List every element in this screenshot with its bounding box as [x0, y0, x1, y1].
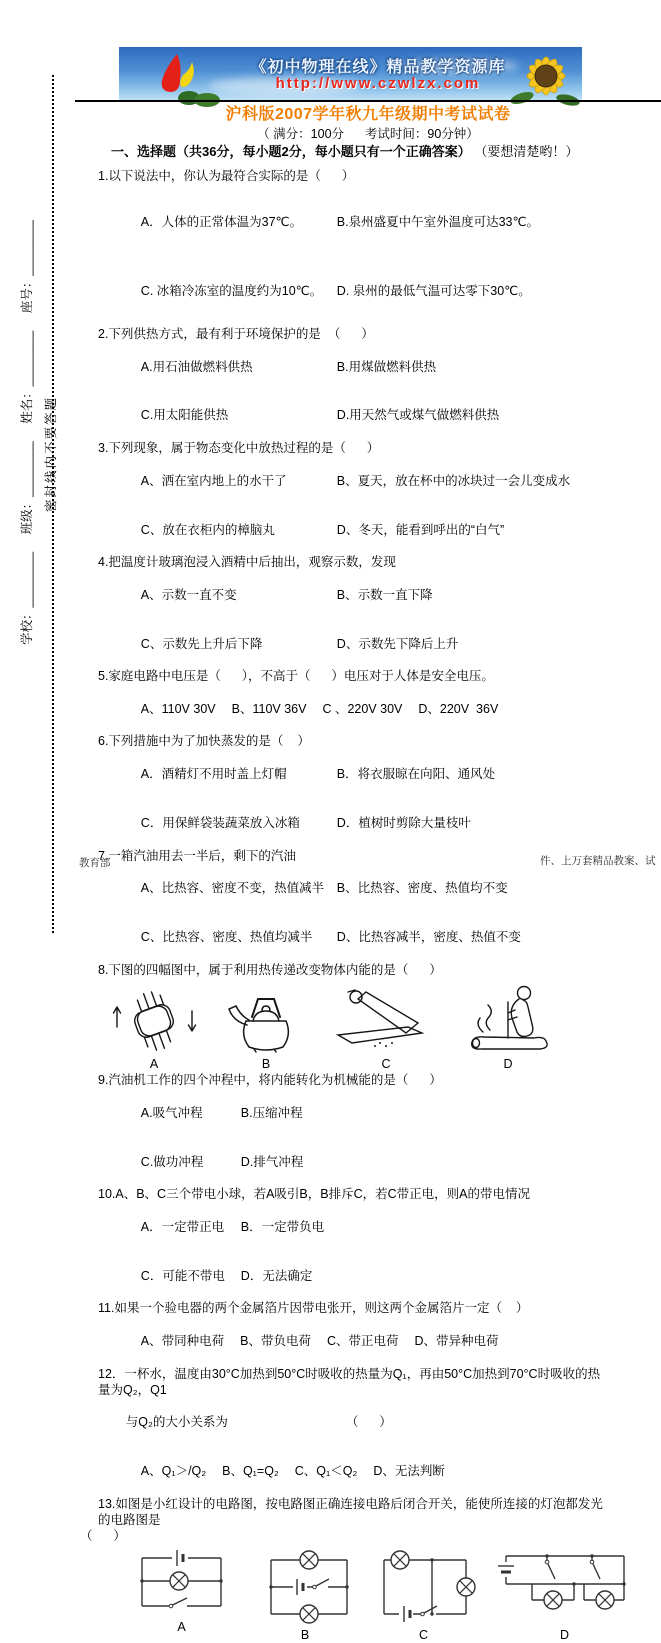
sunflower-icon [504, 46, 586, 106]
circuit-a-diagram [124, 1548, 239, 1618]
option: D、示数先下降后上升 [336, 636, 459, 651]
q13-circuit-d [492, 1548, 637, 1643]
rubbing-hands-figure [104, 983, 204, 1055]
option: B、带负电荷 [240, 1333, 311, 1348]
circuit-c-diagram [371, 1548, 476, 1626]
question-stem: 13.如图是小红设计的电路图，按电路图正确连接电路后闭合开关，能使所连接的灯泡都发光的电路图是 [98, 1496, 603, 1528]
option-row [98, 570, 603, 619]
option-row [98, 188, 603, 257]
site-url-link[interactable]: http://www.czwlzx.com [275, 75, 481, 92]
option-row [98, 1203, 603, 1252]
option: D、比热容减半，密度、热值不变 [336, 929, 521, 944]
option: C、示数先上升后下降 [140, 636, 263, 651]
question-stem: 3.下列现象，属于物态变化中放热过程的是（ ） [98, 441, 380, 456]
option-row [98, 1317, 603, 1366]
boiling-kettle-figure [216, 983, 316, 1055]
option: C. 冰箱冷冻室的温度约为10℃。 [140, 284, 323, 298]
option-row [98, 505, 603, 554]
answer-parens: （ ） [345, 1415, 392, 1430]
right-watermark: 件、上万套精品教案、试 [540, 855, 656, 867]
option: D、220V 36V [418, 701, 499, 716]
school-field: 学校：________ [20, 551, 34, 645]
question-stem: 8.下图的四幅图中，属于利用热传递改变物体内能的是（ ） [98, 962, 442, 977]
option: C．可能不带电 [140, 1268, 225, 1283]
figure-label: A [149, 1056, 159, 1071]
option-row [98, 456, 603, 505]
circuit-d-diagram [492, 1548, 637, 1626]
option: A.用石油做燃料供热 [140, 359, 253, 374]
option: A、Q₁＞/Q₂ [140, 1464, 207, 1479]
section-heading-row [75, 143, 661, 161]
figure-label: B [300, 1627, 310, 1642]
option: A．一定带正电 [140, 1219, 225, 1234]
option: A、带同种电荷 [140, 1333, 225, 1348]
stem-text: 与Q₂的大小关系为 [125, 1415, 228, 1430]
option: D．植树时剪除大量枝叶 [336, 815, 471, 830]
option: C.做功冲程 [140, 1154, 204, 1169]
option: B、比热容、密度、热值均不变 [336, 881, 508, 896]
q13-circuit-c [371, 1548, 476, 1643]
score-time-subtitle: （ 满分：100分 考试时间：90分钟） [257, 127, 479, 141]
option-row [98, 799, 603, 848]
option: B．将衣服晾在向阳、通风处 [336, 767, 496, 782]
option-row [98, 685, 603, 734]
name-field: 姓名：________ [20, 330, 34, 424]
fire-drilling-figure [456, 980, 560, 1055]
question-stem: 1.以下说法中，你认为最符合实际的是（ ） [98, 169, 355, 183]
option-row [98, 1251, 603, 1300]
figure-label: B [261, 1056, 271, 1071]
option-row [98, 913, 603, 962]
section-note: （要想清楚哟！） [474, 144, 579, 159]
question-stem: 11.如果一个验电器的两个金属箔片因带电张开，则这两个金属箔片一定（ ） [98, 1301, 529, 1316]
option: D、冬天，能看到呼出的“白气” [336, 522, 505, 537]
option: B、示数一直下降 [336, 587, 433, 602]
option: B、110V 36V [231, 701, 307, 716]
option: C、Q₁＜Q₂ [294, 1464, 358, 1479]
figure-label: D [503, 1056, 513, 1071]
question-6 [98, 733, 603, 847]
option: A、110V 30V [140, 701, 216, 716]
question-3 [98, 440, 603, 554]
left-watermark: 教育部 [79, 857, 111, 869]
option: B、夏天，放在杯中的冰块过一会儿变成水 [336, 473, 571, 488]
header-divider [75, 100, 661, 102]
q13-circuit-row [124, 1548, 603, 1643]
figure-label: C [418, 1627, 429, 1642]
option: A、洒在室内地上的水干了 [140, 473, 287, 488]
option: B.用煤做燃料供热 [336, 359, 437, 374]
option: D、带异种电荷 [414, 1333, 499, 1348]
answer-parens: （ ） [80, 1529, 126, 1544]
question-11 [98, 1300, 603, 1365]
option: C、放在衣柜内的樟脑丸 [140, 522, 275, 537]
site-banner [119, 47, 582, 100]
option-row [98, 1088, 603, 1137]
q8-figure-d [456, 980, 560, 1072]
question-1 [98, 165, 603, 326]
figure-label: A [177, 1619, 186, 1634]
question-10 [98, 1186, 603, 1300]
question-9 [98, 1072, 603, 1186]
class-field: 班级：________ [20, 441, 34, 535]
option: C、带正电荷 [326, 1333, 399, 1348]
option: A.吸气冲程 [140, 1105, 203, 1120]
option: C、比热容、密度、热值均减半 [140, 929, 313, 944]
option-row [98, 391, 603, 440]
page-title: 沪科版2007学年秋九年级期中考试试卷 [225, 106, 511, 123]
option: C 、220V 30V [322, 701, 403, 716]
seat-field: 座号：________ [20, 220, 34, 314]
question-stem: 10.A、B、C三个带电小球，若A吸引B，B排斥C，若C带正电，则A的带电情况 [98, 1187, 530, 1202]
option: A．人体的正常体温为37℃。 [140, 215, 303, 229]
option: D、无法判断 [373, 1464, 445, 1479]
q13-circuit-a [124, 1548, 239, 1635]
section-heading: 一、选择题（共36分，每小题2分，每小题只有一个正确答案） [111, 144, 471, 159]
q8-figure-c [328, 983, 444, 1072]
option: D.排气冲程 [240, 1154, 304, 1169]
option: D.用天然气或煤气做燃料供热 [336, 408, 500, 423]
question-7 [98, 848, 603, 962]
option: B.泉州盛夏中午室外温度可达33℃。 [336, 215, 540, 229]
paper-header [75, 105, 661, 161]
question-stem: 7.一箱汽油用去一半后，剩下的汽油 [98, 848, 296, 863]
option-row [98, 1137, 603, 1186]
q8-figure-a [104, 983, 204, 1072]
option: D. 泉州的最低气温可达零下30℃。 [336, 284, 531, 298]
option-row [98, 342, 603, 391]
option: C．用保鲜袋装蔬菜放入冰箱 [140, 815, 300, 830]
question-stem: 4.把温度计玻璃泡浸入酒精中后抽出，观察示数，发现 [98, 555, 396, 570]
circuit-b-diagram [255, 1548, 355, 1626]
option-row [98, 257, 603, 326]
option: A．酒精灯不用时盖上灯帽 [140, 767, 287, 782]
question-4 [98, 554, 603, 668]
question-stem: 9.汽油机工作的四个冲程中，将内能转化为机械能的是（ ） [98, 1073, 442, 1088]
option: B．一定带负电 [240, 1219, 325, 1234]
option: A、示数一直不变 [140, 587, 237, 602]
site-title: 《初中物理在线》精品教学资源库 [250, 59, 506, 76]
q8-figure-b [216, 983, 316, 1072]
q13-circuit-b [255, 1548, 355, 1643]
question-13 [80, 1496, 603, 1643]
option: A、比热容、密度不变，热值减半 [140, 881, 325, 896]
question-5 [98, 668, 603, 733]
question-2 [98, 326, 603, 440]
option-row [98, 619, 603, 668]
seal-warning-text: 密封线内不要答题 [44, 395, 58, 512]
question-stem-line2 [98, 1398, 603, 1447]
option-row [98, 1447, 603, 1496]
question-8 [98, 962, 603, 1073]
figure-label: D [559, 1627, 570, 1642]
q8-figure-row [104, 980, 603, 1072]
option-row [98, 750, 603, 799]
question-12 [98, 1366, 603, 1496]
option: B.压缩冲程 [240, 1105, 303, 1120]
seal-labels [17, 220, 35, 645]
question-stem: 12．一杯水，温度由30°C加热到50°C时吸收的热量为Q₁，再由50°C加热到70°C时吸收的热量为Q₂，Q1 [98, 1366, 601, 1397]
option: D．无法确定 [240, 1268, 313, 1283]
question-stem: 2.下列供热方式，最有利于环境保护的是 （ ） [98, 327, 374, 341]
sawing-wood-figure [328, 983, 444, 1055]
figure-label: C [381, 1056, 391, 1071]
option: B、Q₁=Q₂ [222, 1464, 279, 1479]
question-stem: 5.家庭电路中电压是（ ），不高于（ ）电压对于人体是安全电压。 [98, 669, 494, 684]
option-row [98, 864, 603, 913]
option: C.用太阳能供热 [140, 408, 229, 423]
question-stem: 6.下列措施中为了加快蒸发的是（ ） [98, 734, 310, 749]
